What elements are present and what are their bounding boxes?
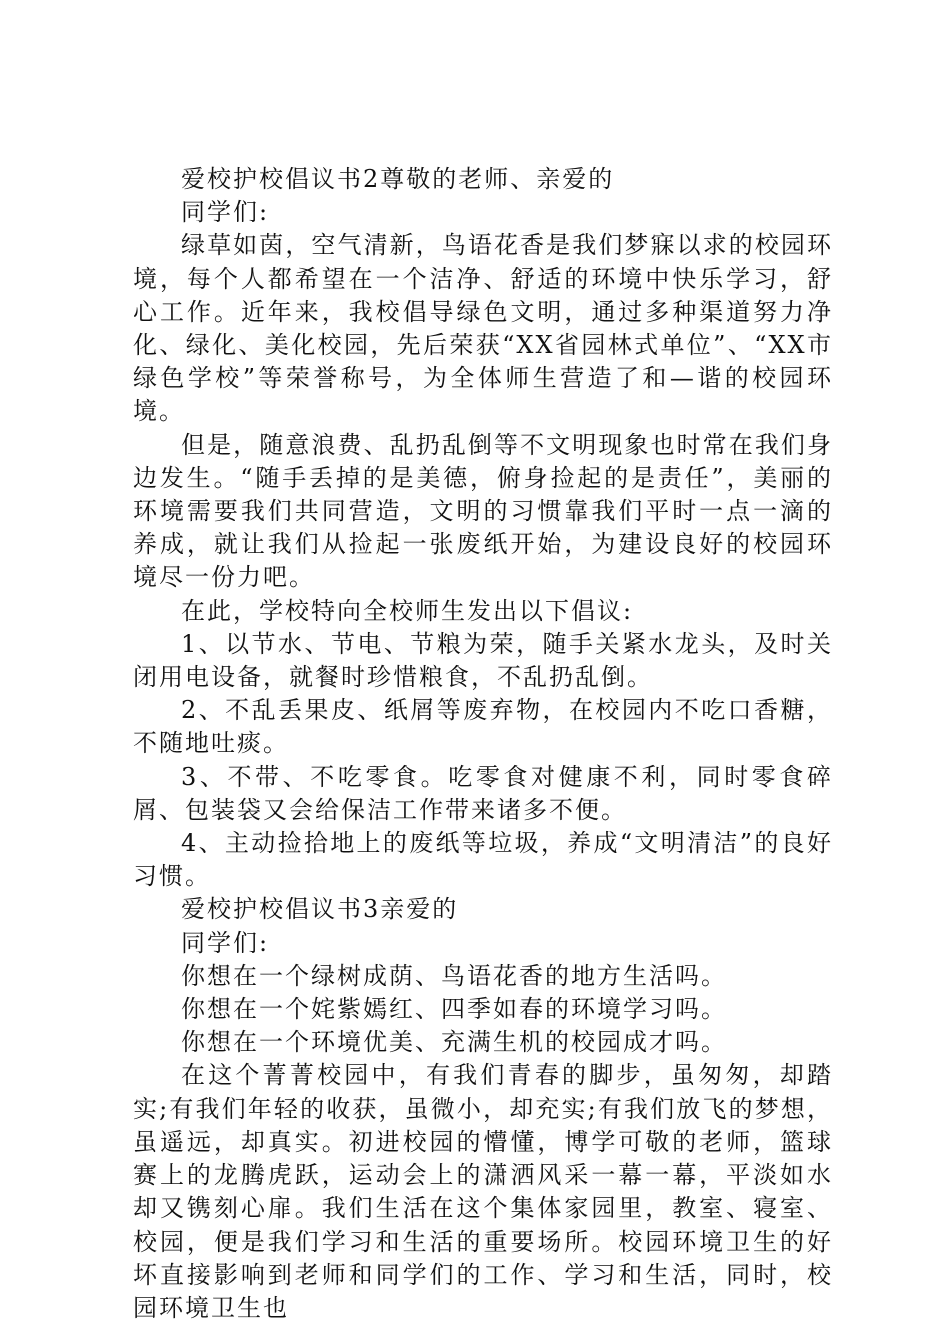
paragraph-proposal-intro: 在此，学校特向全校师生发出以下倡议:: [181, 596, 634, 625]
paragraph-campus-life: 在这个菁菁校园中，有我们青春的脚步，虽匆匆，却踏实;有我们年轻的收获，虽微小，却充实;有我们放飞的梦想，虽遥远，却真实。初进校园的懵懂，博学可敬的老师，篮球赛上的龙腾虎跃，运动会上的潇洒风采一幕一幕，平淡如水却又镌刻心扉。我们生活在这个集体家园里，教室、寝室、校园，便是我们学习和生活的重要场所。校园环境卫生的好坏直接影响到老师和同学们的工作、学习和生活，同时，校园环境卫生也: [133, 1061, 833, 1322]
list-item-2: 2、不乱丢果皮、纸屑等废弃物，在校园内不吃口香糖，不随地吐痰。: [133, 696, 833, 758]
list-item-3: 3、不带、不吃零食。吃零食对健康不利，同时零食碎屑、包装袋又会给保洁工作带来诸多不便。: [133, 762, 833, 824]
paragraph-uncivil-behavior: 但是，随意浪费、乱扔乱倒等不文明现象也时常在我们身边发生。“随手丢掉的是美德，俯身捡起的是责任”，美丽的环境需要我们共同营造，文明的习惯靠我们平时一点一滴的养成，就让我们从捡起一张废纸开始，为建设良好的校园环境尽一份力吧。: [133, 430, 833, 592]
document-body: [133, 163, 833, 1325]
heading-proposal-3: 爱校护校倡议书3亲爱的: [181, 895, 459, 924]
list-item-4: 4、主动捡拾地上的废纸等垃圾，养成“文明清洁”的良好习惯。: [133, 829, 833, 891]
question-study: 你想在一个姹紫嫣红、四季如春的环境学习吗。: [181, 995, 727, 1024]
list-item-1: 1、以节水、节电、节粮为荣，随手关紧水龙头，及时关闭用电设备，就餐时珍惜粮食，不乱扔乱倒。: [133, 629, 833, 692]
question-live: 你想在一个绿树成荫、鸟语花香的地方生活吗。: [181, 961, 727, 990]
heading-proposal-2: 爱校护校倡议书2尊敬的老师、亲爱的: [181, 165, 615, 193]
salutation-classmates: 同学们:: [181, 198, 270, 227]
salutation-classmates-2: 同学们:: [181, 928, 270, 957]
question-grow: 你想在一个环境优美、充满生机的校园成才吗。: [181, 1028, 727, 1057]
paragraph-green-campus: 绿草如茵，空气清新，鸟语花香是我们梦寐以求的校园环境，每个人都希望在一个洁净、舒适的环境中快乐学习，舒心工作。近年来，我校倡导绿色文明，通过多种渠道努力净化、绿化、美化校园，先后荣获“XX省园林式单位”、“XX市绿色学校”等荣誉称号，为全体师生营造了和—谐的校园环境。: [133, 231, 833, 426]
